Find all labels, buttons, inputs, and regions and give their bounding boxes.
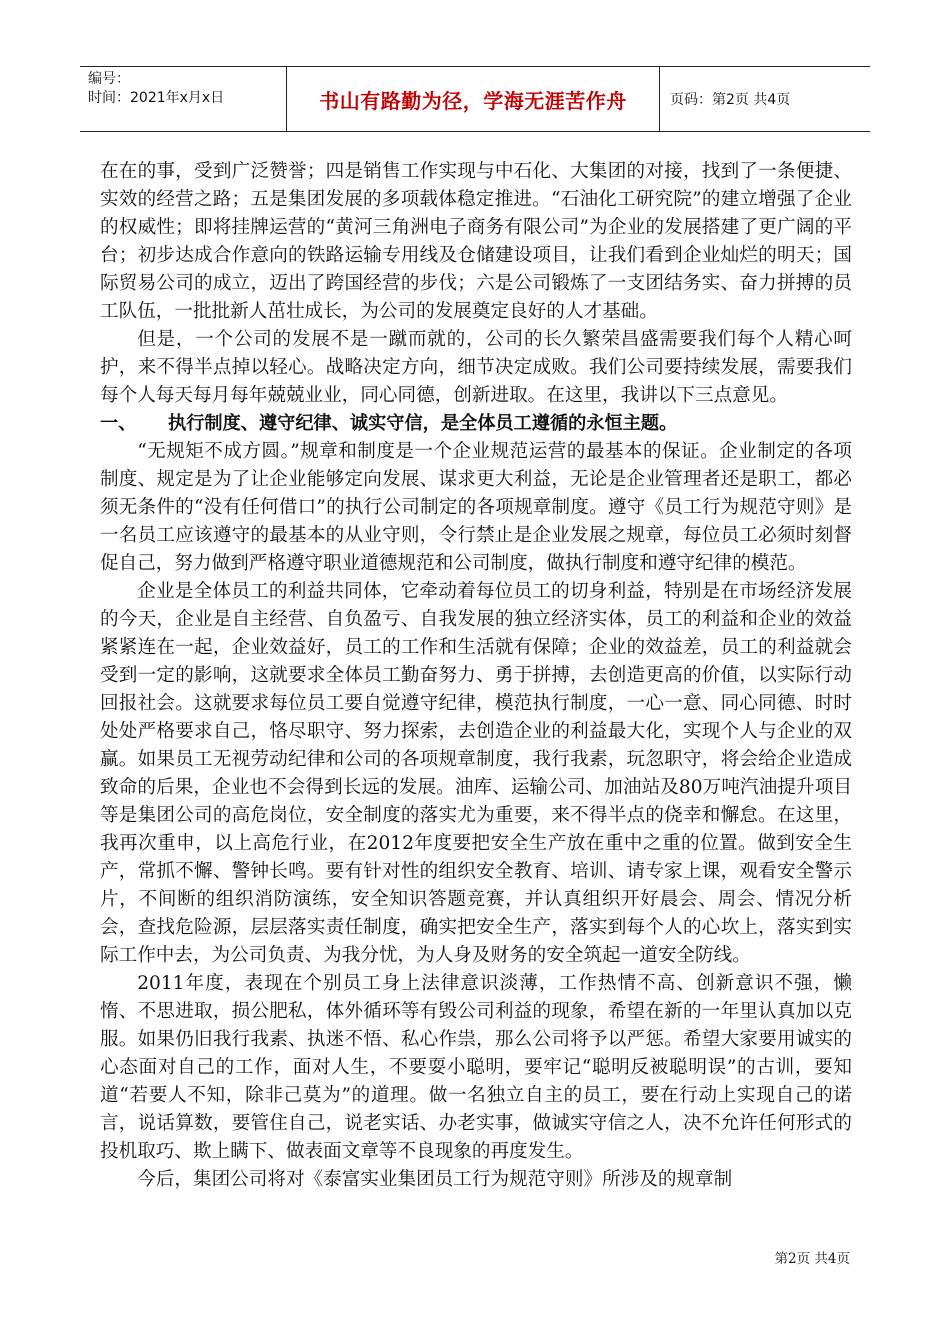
body-paragraph: 今后，集团公司将对《泰富实业集团员工行为规范守则》所涉及的规章制 xyxy=(137,1169,733,1190)
page-footer: 第2页 共4页 xyxy=(774,1251,850,1267)
header-meta xyxy=(80,67,287,131)
body-paragraph: 2011年度，表现在个别员工身上法律意识淡薄，工作热情不高、创新意识不强，懒惰、不思进取，损公肥私，体外循环等有毁公司利益的现象，希望在新的一年里认真加以克服。如果仍旧我行我素、执迷不悟、私心作祟，那么公司将予以严惩。希望大家要用诚实的心态面对自己的工作，面对人生，不要耍小聪明，要牢记“聪明反被聪明误”的古训，要知道“若要人不知，除非己莫为”的道理。做一名独立自主的员工，要在行动上实现自己的诺言，说话算数，要管住自己，说老实话、办老实事，做诚实守信之人，决不允许任何形式的投机取巧、欺上瞒下、做表面文章等不良现象的再度发生。 xyxy=(100,973,852,1162)
body-paragraph: 但是，一个公司的发展不是一蹴而就的，公司的长久繁荣昌盛需要我们每个人精心呵护，来不得半点掉以轻心。战略决定方向，细节决定成败。我们公司要持续发展，需要我们每个人每天每月每年兢兢业业，同心同德，创新进取。在这里，我讲以下三点意见。 xyxy=(100,329,852,406)
section-heading-text: 执行制度、遵守纪律、诚实守信，是全体员工遵循的永恒主题。 xyxy=(168,413,678,434)
page-header xyxy=(80,66,870,132)
section-heading-number: 一、 xyxy=(100,413,137,434)
document-time-label: 时间：2021年x月x日 xyxy=(88,90,225,106)
body-paragraph: 在在的事，受到广泛赞誉；四是销售工作实现与中石化、大集团的对接，找到了一条便捷、实效的经营之路；五是集团发展的多项载体稳定推进。“石油化工研究院”的建立增强了企业的权威性；即将挂牌运营的“黄河三角洲电子商务有限公司”为企业的发展搭建了更广阔的平台；初步达成合作意向的铁路运输专用线及仓储建设项目，让我们看到企业灿烂的明天；国际贸易公司的成立，迈出了跨国经营的步伐；六是公司锻炼了一支团结务实、奋力拼搏的员工队伍，一批批新人茁壮成长，为公司的发展奠定良好的人才基础。 xyxy=(100,161,852,322)
document-body xyxy=(100,158,852,1194)
document-number-label: 编号： xyxy=(88,71,130,87)
section-heading xyxy=(100,410,852,438)
body-paragraph: 企业是全体员工的利益共同体，它牵动着每位员工的切身利益，特别是在市场经济发展的今天，企业是自主经营、自负盈亏、自我发展的独立经济实体，员工的利益和企业的效益紧紧连在一起，企业效益好，员工的工作和生活就有保障；企业的效益差，员工的利益就会受到一定的影响，这就要求全体员工勤奋努力、勇于拼搏，去创造更高的价值，以实际行动回报社会。这就要求每位员工要自觉遵守纪律，模范执行制度，一心一意、同心同德、时时处处严格要求自己，恪尽职守、努力探索，去创造企业的利益最大化，实现个人与企业的双赢。如果员工无视劳动纪律和公司的各项规章制度，我行我素，玩忽职守，将会给企业造成致命的后果，企业也不会得到长远的发展。油库、运输公司、加油站及80万吨汽油提升项目等是集团公司的高危岗位，安全制度的落实尤为重要，来不得半点的侥幸和懈怠。在这里，我再次重申，以上高危行业，在2012年度要把安全生产放在重中之重的位置。做到安全生产，常抓不懈、警钟长鸣。要有针对性的组织安全教育、培训、请专家上课，观看安全警示片，不间断的组织消防演练，安全知识答题竞赛，并认真组织开好晨会、周会、情况分析会，查找危险源，层层落实责任制度，确实把安全生产，落实到每个人的心坎上，落实到实际工作中去，为公司负责、为我分忧，为人身及财务的安全筑起一道安全防线。 xyxy=(100,581,852,966)
header-page-number: 页码：第2页 共4页 xyxy=(670,92,791,108)
body-paragraph: “无规矩不成方圆。”规章和制度是一个企业规范运营的最基本的保证。企业制定的各项制度、规定是为了让企业能够定向发展、谋求更大利益，无论是企业管理者还是职工，都必须无条件的“没有任何借口”的执行公司制定的各项规章制度。遵守《员工行为规范守则》是一名员工应该遵守的最基本的从业守则，令行禁止是企业发展之规章，每位员工必须时刻督促自己，努力做到严格遵守职业道德规范和公司制度，做执行制度和遵守纪律的模范。 xyxy=(100,441,852,574)
header-motto: 书山有路勤为径，学海无涯苦作舟 xyxy=(287,67,660,131)
